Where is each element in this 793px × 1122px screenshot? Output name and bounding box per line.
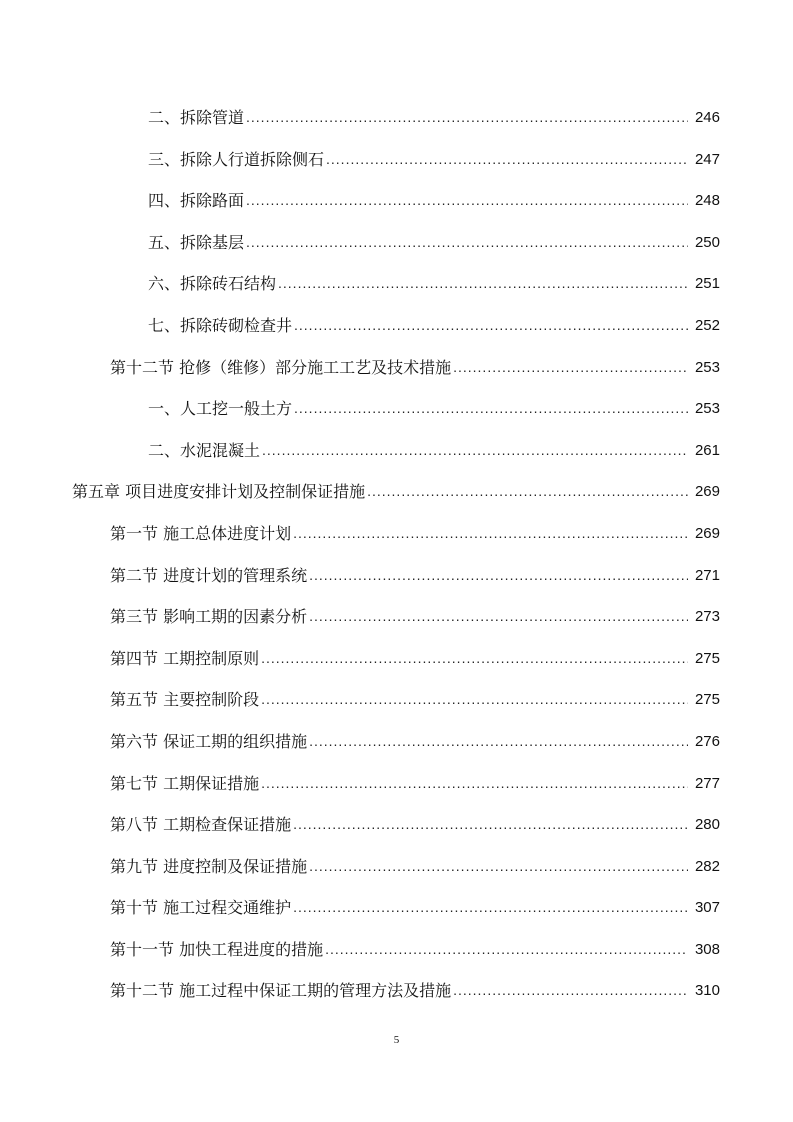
toc-entry-title: 第十二节 施工过程中保证工期的管理方法及措施 [110,981,452,1001]
dot-leader [293,887,688,929]
toc-entry-page: 252 [694,316,720,334]
dot-leader [309,846,688,888]
page-number: 5 [393,1034,400,1046]
toc-entry-page: 269 [694,483,720,501]
toc-entry-title: 四、拆除路面 [148,191,245,211]
toc-entry-page: 276 [694,732,720,750]
toc-entry[interactable] [0,430,793,472]
toc-entry-page: 275 [694,691,720,709]
toc-entry-title: 二、水泥混凝土 [148,440,261,460]
dot-leader [453,347,688,389]
toc-entry-page: 253 [694,358,720,376]
toc-entry-title: 第七节 工期保证措施 [110,773,260,793]
dot-leader [453,970,688,1012]
toc-entry[interactable] [0,804,793,846]
dot-leader [294,305,688,347]
toc-entry-page: 269 [694,524,720,542]
table-of-contents [0,97,793,1012]
dot-leader [246,180,688,222]
toc-entry-page: 271 [694,566,720,584]
dot-leader [326,139,688,181]
toc-entry[interactable] [0,180,793,222]
toc-entry-title: 第八节 工期检查保证措施 [110,815,292,835]
toc-entry-page: 261 [694,441,720,459]
dot-leader [309,721,688,763]
dot-leader [262,430,688,472]
toc-entry-title: 第三节 影响工期的因素分析 [110,607,308,627]
toc-entry-title: 第五节 主要控制阶段 [110,690,260,710]
toc-entry-title: 二、拆除管道 [148,108,245,127]
toc-entry[interactable] [0,721,793,763]
toc-entry-page: 273 [694,608,720,626]
toc-entry[interactable] [0,887,793,929]
toc-entry[interactable] [0,471,793,513]
dot-leader [278,263,688,305]
toc-entry-page: 248 [694,192,720,210]
toc-entry-page: 282 [694,857,720,875]
toc-entry[interactable] [0,305,793,347]
dot-leader [367,471,688,513]
dot-leader [309,555,688,597]
dot-leader [246,97,688,139]
toc-entry[interactable] [0,263,793,305]
toc-entry-page: 310 [694,982,720,1000]
toc-entry[interactable] [0,222,793,264]
toc-entry-title: 七、拆除砖砌检查井 [148,315,293,335]
toc-entry[interactable] [0,139,793,181]
toc-entry-title: 第二节 进度计划的管理系统 [110,565,308,585]
toc-entry-title: 第九节 进度控制及保证措施 [110,856,308,876]
dot-leader [261,638,688,680]
toc-entry[interactable] [0,347,793,389]
toc-entry[interactable] [0,638,793,680]
toc-entry-title: 六、拆除砖石结构 [148,274,277,294]
dot-leader [261,763,688,805]
toc-entry-page: 308 [694,940,720,958]
toc-entry-title: 一、人工挖一般土方 [148,399,293,419]
toc-entry[interactable] [0,555,793,597]
toc-entry-title: 三、拆除人行道拆除侧石 [148,149,325,169]
toc-entry[interactable] [0,388,793,430]
toc-entry-title: 第五章 项目进度安排计划及控制保证措施 [72,482,366,502]
toc-entry[interactable] [0,763,793,805]
toc-entry[interactable] [0,929,793,971]
toc-entry-title: 五、拆除基层 [148,232,245,252]
dot-leader [293,804,688,846]
toc-entry-title: 第十二节 抢修（维修）部分施工工艺及技术措施 [110,357,452,377]
toc-entry[interactable] [0,97,793,139]
toc-entry[interactable] [0,679,793,721]
dot-leader [246,222,688,264]
toc-entry[interactable] [0,846,793,888]
toc-entry-page: 277 [694,774,720,792]
toc-entry[interactable] [0,596,793,638]
toc-entry-page: 280 [694,816,720,834]
dot-leader [325,929,688,971]
toc-entry[interactable] [0,513,793,555]
dot-leader [293,513,688,555]
toc-entry-page: 275 [694,649,720,667]
dot-leader [261,679,688,721]
toc-entry-page: 307 [694,899,720,917]
toc-entry-page: 251 [694,275,720,293]
dot-leader [309,596,688,638]
toc-entry-page: 250 [694,233,720,251]
toc-entry-title: 第四节 工期控制原则 [110,648,260,668]
toc-entry-page: 253 [694,400,720,418]
toc-entry-title: 第一节 施工总体进度计划 [110,523,292,543]
toc-entry-page: 246 [694,109,720,126]
toc-entry[interactable] [0,970,793,1012]
toc-entry-page: 247 [694,150,720,168]
toc-entry-title: 第十一节 加快工程进度的措施 [110,939,324,959]
toc-entry-title: 第十节 施工过程交通维护 [110,898,292,918]
toc-entry-title: 第六节 保证工期的组织措施 [110,731,308,751]
dot-leader [294,388,688,430]
